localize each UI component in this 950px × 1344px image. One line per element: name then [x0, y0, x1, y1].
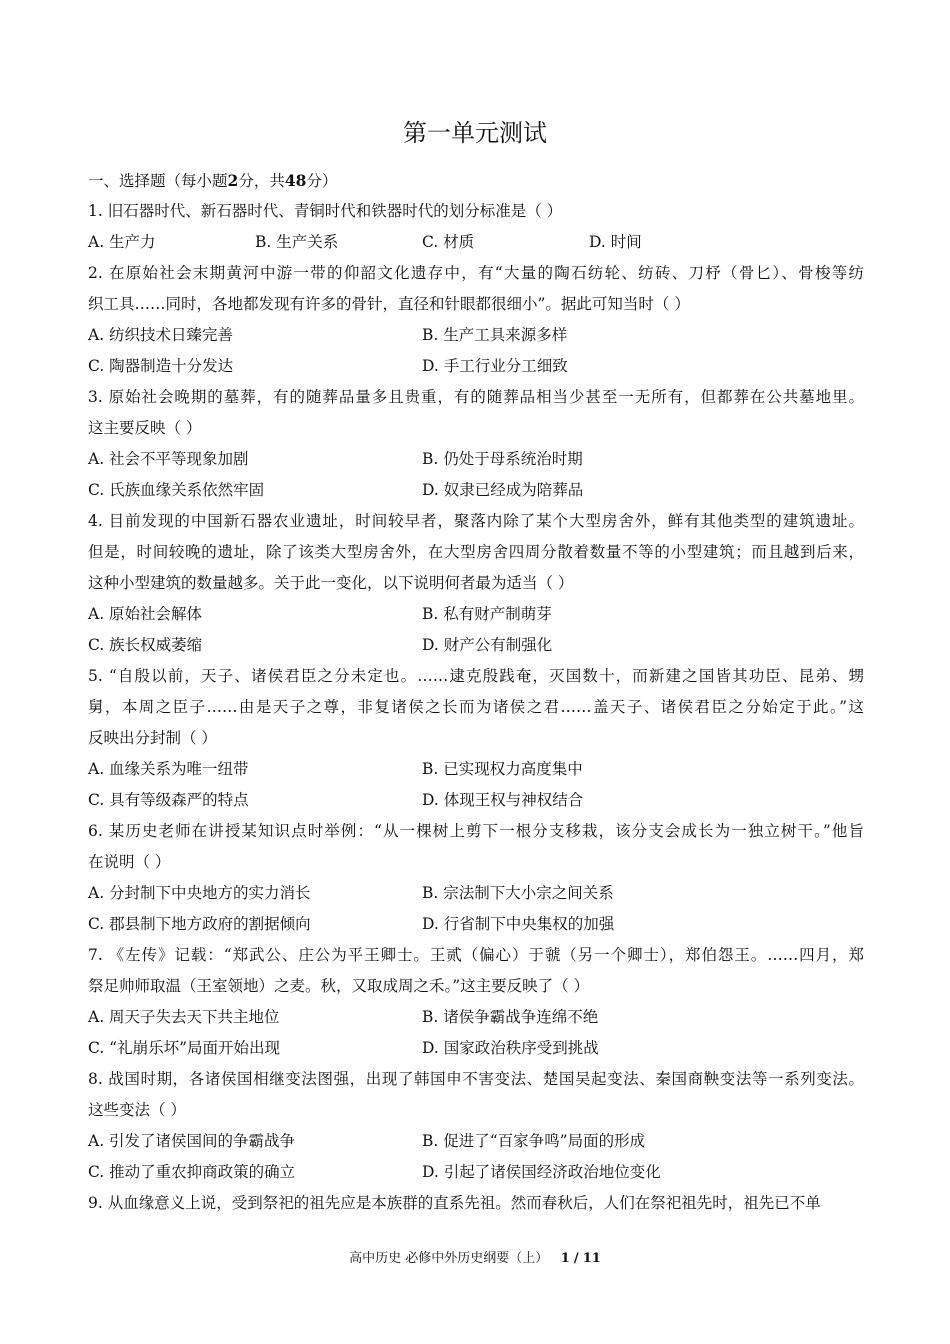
option-d: D. 引起了诸侯国经济政治地位变化	[422, 1163, 661, 1181]
question-text-line: 7. 《左传》记载：“郑武公、庄公为平王卿士。王贰（偏心）于虢（另一个卿士），郑伯怨王。……四月，郑	[88, 946, 864, 964]
option-c: C. 氏族血缘关系依然牢固	[88, 481, 265, 499]
question-3	[88, 382, 864, 506]
question-text-line: 4. 目前发现的中国新石器农业遗址，时间较早者，聚落内除了某个大型房舍外，鲜有其他类型的建筑遗址。	[88, 512, 864, 530]
option-b: B. 诸侯争霸战争连绵不绝	[422, 1008, 599, 1026]
options-row	[88, 1126, 864, 1157]
option-a: A. 引发了诸侯国间的争霸战争	[88, 1132, 296, 1150]
question-list	[88, 165, 864, 1219]
options-row	[88, 227, 864, 258]
options-row	[88, 909, 864, 940]
option-b: B. 私有财产制萌芽	[422, 605, 552, 623]
question-8	[88, 1064, 864, 1188]
page-footer	[0, 1249, 950, 1269]
option-c: C. 推动了重农抑商政策的确立	[88, 1163, 296, 1181]
option-d: D. 奴隶已经成为陪葬品	[422, 481, 584, 499]
section-suffix: 分）	[306, 172, 338, 190]
page-title: 第一单元测试	[403, 119, 547, 147]
option-c: C. 族长权威萎缩	[88, 636, 203, 654]
question-text-line: 但是，时间较晚的遗址，除了该类大型房舍外，在大型房舍四周分散着数量不等的小型建筑；而且越到后来，	[88, 543, 864, 561]
option-d: D. 体现王权与神权结合	[422, 791, 584, 809]
section-total-score: 48	[284, 171, 307, 190]
option-d: D. 国家政治秩序受到挑战	[422, 1039, 599, 1057]
option-c: C. 陶器制造十分发达	[88, 357, 234, 375]
option-b: B. 已实现权力高度集中	[422, 760, 583, 778]
option-a: A. 血缘关系为唯一纽带	[88, 760, 249, 778]
options-row	[88, 1002, 864, 1033]
question-9	[88, 1188, 864, 1219]
option-a: A. 分封制下中央地方的实力消长	[88, 884, 311, 902]
option-a: A. 周天子失去天下共主地位	[88, 1008, 280, 1026]
option-d: D. 时间	[589, 233, 642, 251]
option-b: B. 宗法制下大小宗之间关系	[422, 884, 614, 902]
section-per-score: 2	[227, 171, 239, 190]
option-d: D. 手工行业分工细致	[422, 357, 568, 375]
options-row	[88, 320, 864, 351]
option-a: A. 纺织技术日臻完善	[88, 326, 234, 344]
options-row	[88, 1033, 864, 1064]
question-text-line: 这些变法（ ）	[88, 1101, 186, 1119]
question-7	[88, 940, 864, 1064]
options-row	[88, 444, 864, 475]
option-b: B. 生产关系	[255, 233, 339, 251]
footer-text: 高中历史 必修中外历史纲要（上）	[349, 1251, 549, 1266]
footer-separator: /	[573, 1251, 579, 1266]
question-text-line: 舅，本周之臣子……由是天子之尊，非复诸侯之长而为诸侯之君……盖天子、诸侯君臣之分始定于此。”这	[88, 698, 864, 716]
question-text-line: 祭足帅师取温（王室领地）之麦。秋，又取成周之禾。”这主要反映了（ ）	[88, 977, 590, 995]
question-6	[88, 816, 864, 940]
question-text-line: 这主要反映（ ）	[88, 419, 202, 437]
footer-page-total: 11	[582, 1251, 601, 1266]
question-text-line: 反映出分封制（ ）	[88, 729, 217, 747]
question-text-line: 在说明（ ）	[88, 853, 171, 871]
question-text-line: 3. 原始社会晚期的墓葬，有的随葬品量多且贵重，有的随葬品相当少甚至一无所有，但都葬在公共墓地里。	[88, 388, 864, 406]
question-text-line: 8. 战国时期，各诸侯国相继变法图强，出现了韩国申不害变法、楚国吴起变法、秦国商鞅变法等一系列变法。	[88, 1070, 864, 1088]
section-heading	[88, 165, 864, 196]
question-4	[88, 506, 864, 661]
question-text-line: 6. 某历史老师在讲授某知识点时举例：“从一棵树上剪下一根分支移栽，该分支会成长为一独立树干。”他旨	[88, 822, 864, 840]
option-c: C. 材质	[422, 233, 475, 251]
section-prefix: 一、选择题（每小题	[88, 172, 228, 190]
option-a: A. 社会不平等现象加剧	[88, 450, 249, 468]
options-row	[88, 351, 864, 382]
section-mid: 分，共	[238, 172, 285, 190]
options-row	[88, 754, 864, 785]
option-c: C. 郡县制下地方政府的割据倾向	[88, 915, 311, 933]
option-a: A. 生产力	[88, 233, 156, 251]
question-1	[88, 196, 864, 258]
question-text-line: 1. 旧石器时代、新石器时代、青铜时代和铁器时代的划分标准是（ ）	[88, 202, 563, 220]
option-b: B. 仍处于母系统治时期	[422, 450, 583, 468]
footer-page-number: 1	[560, 1251, 570, 1266]
option-c: C. “礼崩乐坏”局面开始出现	[88, 1039, 281, 1057]
question-text-line: 2. 在原始社会末期黄河中游一带的仰韶文化遗存中，有“大量的陶石纺轮、纺砖、刀杼（骨匕）、骨梭等纺	[88, 264, 864, 282]
options-row	[88, 599, 864, 630]
question-text-line: 5. “自殷以前，天子、诸侯君臣之分未定也。……逮克殷践奄，灭国数十，而新建之国皆其功臣、昆弟、甥	[88, 667, 864, 685]
question-text-line: 9. 从血缘意义上说，受到祭祀的祖先应是本族群的直系先祖。然而春秋后，人们在祭祀祖先时，祖先已不单	[88, 1194, 821, 1212]
options-row	[88, 785, 864, 816]
question-text-line: 这种小型建筑的数量越多。关于此一变化，以下说明何者最为适当（ ）	[88, 574, 574, 592]
option-b: B. 生产工具来源多样	[422, 326, 568, 344]
option-b: B. 促进了“百家争鸣”局面的形成	[422, 1132, 646, 1150]
option-a: A. 原始社会解体	[88, 605, 203, 623]
options-row	[88, 878, 864, 909]
option-d: D. 财产公有制强化	[422, 636, 553, 654]
question-2	[88, 258, 864, 382]
question-5	[88, 661, 864, 816]
option-c: C. 具有等级森严的特点	[88, 791, 249, 809]
options-row	[88, 630, 864, 661]
option-d: D. 行省制下中央集权的加强	[422, 915, 615, 933]
options-row	[88, 475, 864, 506]
question-text-line: 织工具……同时，各地都发现有许多的骨针，直径和针眼都很细小”。据此可知当时（ ）	[88, 295, 690, 313]
options-row	[88, 1157, 864, 1188]
